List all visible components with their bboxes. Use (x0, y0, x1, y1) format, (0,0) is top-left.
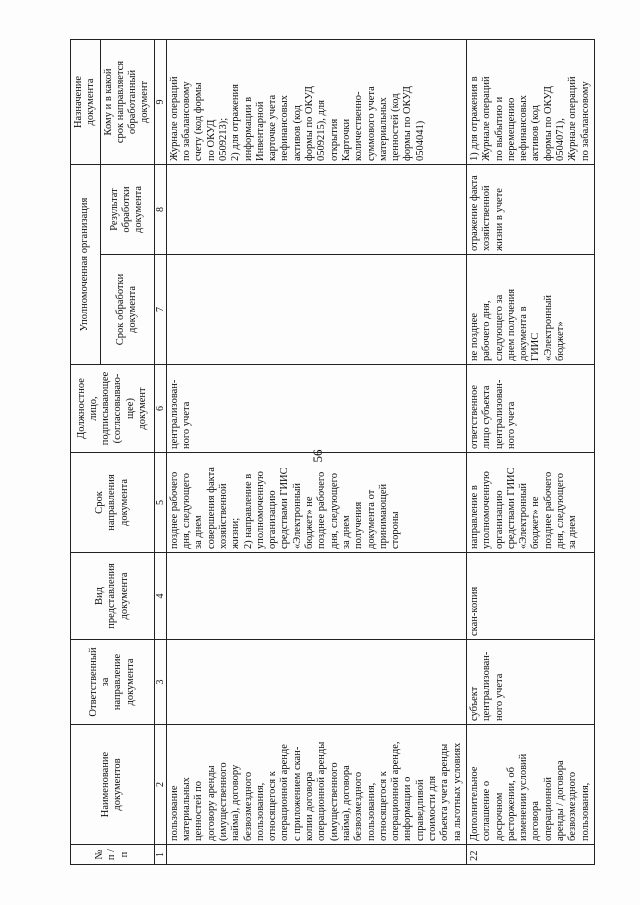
column-number: 7 (154, 255, 166, 365)
header-col-deadline: Срок направления документа (71, 453, 155, 553)
column-number: 2 (154, 725, 166, 845)
cell-processing (166, 255, 466, 365)
cell-deadline: направление в уполномоченную организацию средствами ГИИС «Электронный бюджет» не позднее рабочего дня, следующего за днем (466, 453, 594, 553)
cell-signer: ответственное лицо субъекта централизован- ного учета (466, 365, 594, 453)
documents-table (70, 39, 595, 865)
cell-view (166, 553, 466, 640)
header-col-name: Наименование документов (71, 725, 155, 845)
rotated-sheet (70, 40, 591, 865)
column-number: 6 (154, 365, 166, 453)
table-row (466, 40, 594, 865)
cell-number (166, 845, 466, 865)
header-col-view: Вид представления документа (71, 553, 155, 640)
table-row (166, 40, 466, 865)
column-number: 4 (154, 553, 166, 640)
cell-destination: Журнале операций по забалансовому счету (код формы по ОКУД 0509213); 2) для отражения информации в Инвентарной карточке учета нефинансовых активов (код формы по ОКУД 0509215), для открытия Карточки количественно- суммового учета материальных ценностей (код формы по ОКУД 0504041) (166, 40, 466, 165)
cell-signer: централизован- ного учета (166, 365, 466, 453)
cell-responsible (166, 640, 466, 725)
cell-name: пользование материальных ценностей по договору аренды (имущественного найма), договору безвозмездного пользования, относящегося к операционной аренде с приложением скан- копии договора операционной аренды (имущественного найма), договора безвозмездного пользования, относящегося к операционной аренде, информации о справедливой стоимости для объекта учета аренды на льготных условиях (166, 725, 466, 845)
header-col-signer: Должностное лицо, подписывающее (согласовываю- щее) документ (71, 365, 155, 453)
header-col-responsible: Ответственный за направление документа (71, 640, 155, 725)
cell-destination: 1) для отражения в Журнале операций по выбытию и перемещению нефинансовых активов (код формы по ОКУД 0504071), Журнале операций по забалансовому (466, 40, 594, 165)
header-col-result: Результат обработки документа (100, 165, 154, 255)
header-group-purpose: Назначение документа (71, 40, 101, 165)
cell-name: Дополнительное соглашение о досрочном расторжении, об изменении условий договора операционной аренды / договора безвозмездного пользования, (466, 725, 594, 845)
header-col-destination: Кому и в какой срок направляется обработанный документ (100, 40, 154, 165)
column-number: 5 (154, 453, 166, 553)
header-row-1 (71, 40, 101, 865)
header-col-processing: Срок обработки документа (100, 255, 154, 365)
cell-deadline: позднее рабочего дня, следующего за днем совершения факта хозяйственной жизни; 2) направление в уполномоченную организацию средствами ГИИС «Электронный бюджет» не позднее рабочего дня, следующего за днем получения документа от принимающей стороны (166, 453, 466, 553)
header-col-number: № п / п (71, 845, 155, 865)
rotated-table-wrapper (70, 40, 591, 865)
column-number: 3 (154, 640, 166, 725)
page-number: 56 (310, 449, 325, 463)
column-number-row (154, 40, 166, 865)
cell-view: скан-копия (466, 553, 594, 640)
column-number: 8 (154, 165, 166, 255)
cell-result (166, 165, 466, 255)
column-number: 9 (154, 40, 166, 165)
header-group-authorized-org: Уполномоченная организация (71, 165, 101, 365)
cell-responsible: субъект централизован- ного учета (466, 640, 594, 725)
cell-result: отражение факта хозяйственной жизни в учете (466, 165, 594, 255)
column-number: 1 (154, 845, 166, 865)
cell-processing: не позднее рабочего дня, следующего за днем получения документа в ГИИС «Электронный бюджет» (466, 255, 594, 365)
cell-number: 22 (466, 845, 594, 865)
